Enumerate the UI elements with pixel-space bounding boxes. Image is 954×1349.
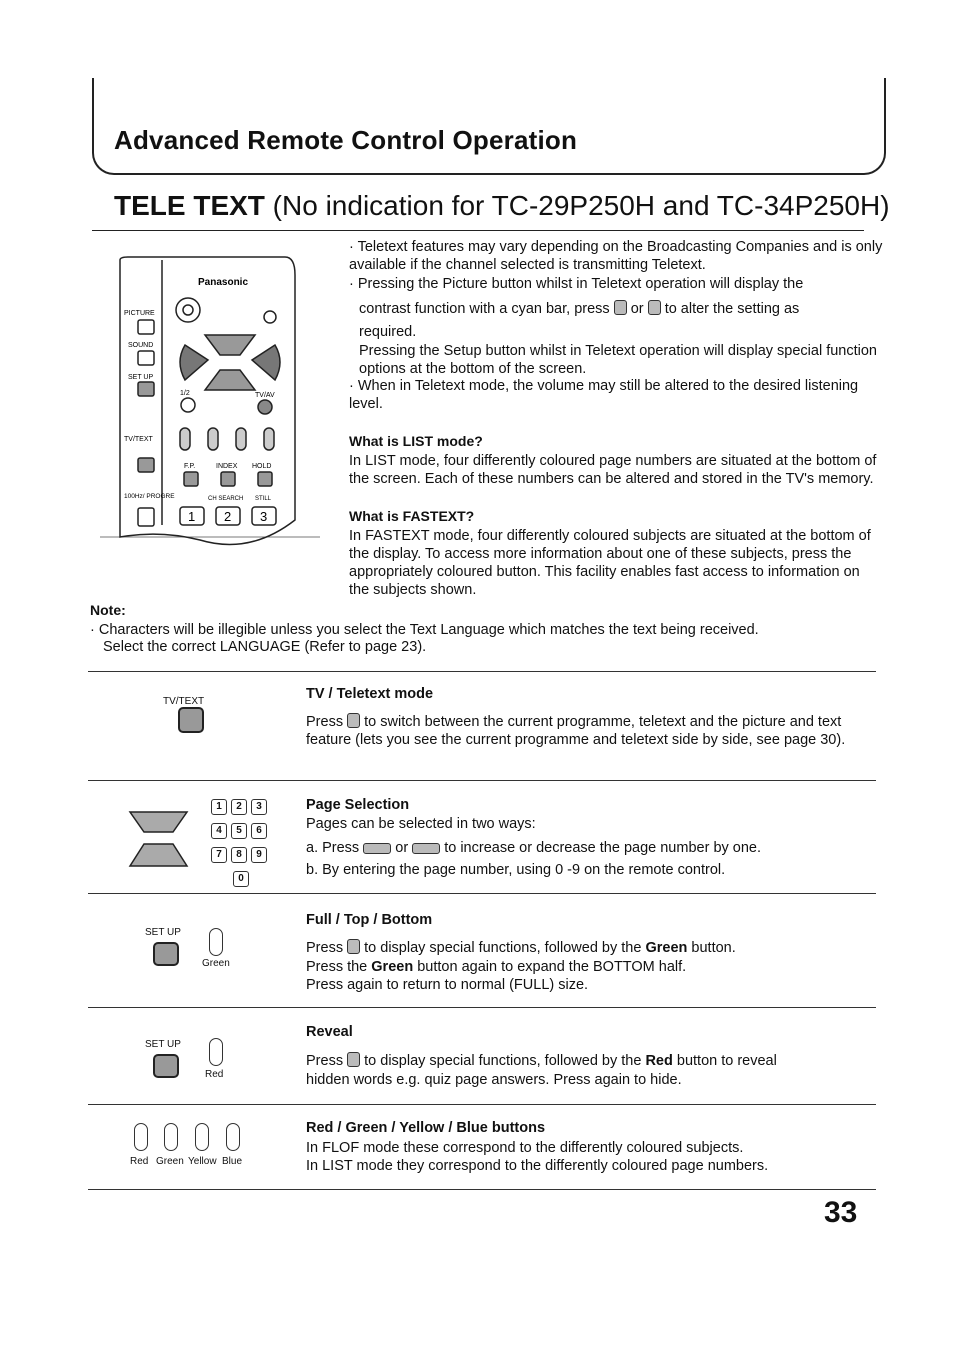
remote-key-3: 3 bbox=[260, 509, 268, 524]
setup-icon-label: SET UP bbox=[145, 927, 181, 938]
green-button-icon bbox=[209, 928, 223, 956]
full-t1a: to display special functions, followed by the bbox=[364, 940, 642, 956]
page-arrow-keys-icon bbox=[125, 808, 195, 870]
colour-buttons-line-1: In FLOF mode these correspond to the differently coloured subjects. bbox=[306, 1140, 744, 1156]
setup-button-icon bbox=[153, 942, 179, 966]
remote-half-label: 1/2 bbox=[180, 390, 190, 397]
number-key: 9 bbox=[251, 847, 267, 863]
number-key: 3 bbox=[251, 799, 267, 815]
remote-tvtext-label: TV/TEXT bbox=[124, 436, 153, 443]
divider bbox=[88, 1104, 876, 1105]
full-t2c: button again to expand the BOTTOM half. bbox=[417, 959, 687, 975]
page-l2or: or bbox=[395, 840, 409, 856]
page-title-rest: (No indication for TC-29P250H and TC-34P250H) bbox=[264, 190, 890, 221]
note-text-1: · Characters will be illegible unless you select the Text Language which matches the text being received. bbox=[90, 622, 759, 638]
intro-bullet-3: Pressing the Setup button whilst in Teletext operation will display special function options at the bottom of the screen. bbox=[359, 343, 877, 377]
section-title: Advanced Remote Control Operation bbox=[114, 125, 578, 155]
number-keypad bbox=[211, 796, 281, 887]
remote-picture-label: PICTURE bbox=[124, 310, 155, 317]
remote-brand: Panasonic bbox=[198, 277, 249, 288]
setup-icon-label: SET UP bbox=[145, 1039, 181, 1050]
title-rule bbox=[92, 230, 864, 231]
list-mode-heading: What is LIST mode? bbox=[349, 433, 483, 449]
intro-b2c: to alter the setting as bbox=[664, 301, 800, 317]
number-key: 8 bbox=[231, 847, 247, 863]
red-button-icon bbox=[209, 1038, 223, 1066]
remote-fp-label: F.P. bbox=[184, 463, 196, 470]
page-l2b: to increase or decrease the page number by one. bbox=[444, 840, 762, 856]
list-mode-text: In LIST mode, four differently coloured page numbers are situated at the bottom of the screen. Each of these numbers can be altered and stored in the TV's memory. bbox=[349, 453, 877, 487]
remote-chsearch-label: CH SEARCH bbox=[208, 496, 244, 502]
tvtext-button-icon bbox=[178, 707, 204, 733]
remote-hold-label: HOLD bbox=[252, 463, 272, 470]
remote-setup-label: SET UP bbox=[128, 374, 154, 381]
intro-bullet-1: · Teletext features may vary depending on the Broadcasting Companies and is only available if the channel selected is transmitting Teletext. bbox=[349, 239, 883, 273]
up-arrow-icon bbox=[614, 300, 627, 315]
remote-key-2: 2 bbox=[224, 509, 232, 524]
number-key: 4 bbox=[211, 823, 227, 839]
red-label: Red bbox=[205, 1069, 224, 1080]
remote-sound-label: SOUND bbox=[128, 342, 154, 349]
tv-teletext-text bbox=[306, 713, 876, 749]
remote-100hz-label: 100Hz/ PROGRE bbox=[124, 493, 175, 500]
fastext-text: In FASTEXT mode, four differently coloured subjects are situated at the bottom of the display. To access more information about one of these subjects, press the appropriately coloured button. This facility enables fast access to information on the subjects shown. bbox=[349, 528, 871, 598]
reveal-t1c: button to reveal bbox=[676, 1053, 777, 1069]
number-key: 2 bbox=[231, 799, 247, 815]
intro-bullet-2a: · Pressing the Picture button whilst in Teletext operation will display the bbox=[349, 276, 804, 292]
remote-key-1: 1 bbox=[188, 509, 196, 524]
green-button-icon bbox=[164, 1123, 178, 1151]
up-arrow-icon bbox=[412, 843, 440, 854]
yellow-button-icon bbox=[195, 1123, 209, 1151]
divider bbox=[88, 780, 876, 781]
blue-button-icon bbox=[226, 1123, 240, 1151]
intro-b2or: or bbox=[630, 301, 644, 317]
red-button-icon bbox=[134, 1123, 148, 1151]
tvtext-icon-label: TV/TEXT bbox=[163, 696, 205, 707]
fastext-heading: What is FASTEXT? bbox=[349, 508, 475, 524]
divider bbox=[88, 1007, 876, 1008]
reveal-line-1 bbox=[306, 1052, 876, 1070]
green-label: Green bbox=[156, 1156, 184, 1167]
divider bbox=[88, 1189, 876, 1190]
green-label: Green bbox=[202, 958, 230, 969]
intro-b2b: contrast function with a cyan bar, press bbox=[359, 301, 610, 317]
page-l2a: a. Press bbox=[306, 840, 360, 856]
page-selection-line-3: b. By entering the page number, using 0 -9 on the remote control. bbox=[306, 862, 726, 878]
remote-index-label: INDEX bbox=[216, 463, 238, 470]
intro-bullet-4: · When in Teletext mode, the volume may still be altered to the desired listening level. bbox=[349, 378, 859, 412]
red-label: Red bbox=[130, 1156, 149, 1167]
remote-control-illustration bbox=[100, 255, 325, 555]
tv-press: Press bbox=[306, 714, 344, 730]
page-selection-heading: Page Selection bbox=[306, 797, 410, 813]
number-key: 7 bbox=[211, 847, 227, 863]
intro-b2d: required. bbox=[359, 324, 417, 340]
page-selection-line-1: Pages can be selected in two ways: bbox=[306, 816, 536, 832]
page-title-bold: TELE TEXT bbox=[114, 190, 265, 221]
tv-teletext-heading: TV / Teletext mode bbox=[306, 686, 434, 702]
full-t2b: Green bbox=[371, 959, 414, 975]
tvtext-key-icon bbox=[347, 713, 360, 728]
divider bbox=[88, 893, 876, 894]
number-key: 0 bbox=[233, 871, 249, 887]
down-arrow-icon bbox=[363, 843, 391, 854]
divider bbox=[88, 671, 876, 672]
setup-key-icon bbox=[347, 1052, 360, 1067]
full-line-3: Press again to return to normal (FULL) size. bbox=[306, 977, 589, 993]
full-top-bottom-heading: Full / Top / Bottom bbox=[306, 912, 433, 928]
page-title bbox=[114, 190, 890, 222]
down-arrow-icon bbox=[648, 300, 661, 315]
full-press: Press bbox=[306, 940, 344, 956]
full-line-1 bbox=[306, 939, 876, 957]
full-line-2 bbox=[306, 958, 876, 976]
remote-still-label: STILL bbox=[255, 496, 272, 502]
setup-button-icon bbox=[153, 1054, 179, 1078]
number-key: 1 bbox=[211, 799, 227, 815]
blue-label: Blue bbox=[222, 1156, 243, 1167]
number-key: 6 bbox=[251, 823, 267, 839]
note-text-2: Select the correct LANGUAGE (Refer to page 23). bbox=[103, 639, 427, 655]
yellow-label: Yellow bbox=[188, 1156, 217, 1167]
reveal-line-2: hidden words e.g. quiz page answers. Press again to hide. bbox=[306, 1072, 682, 1088]
full-t2a: Press the bbox=[306, 959, 368, 975]
tv-text: to switch between the current programme, teletext and the picture and text feature (lets you see the current programme and teletext side by side, see page 30). bbox=[306, 714, 846, 748]
note-label: Note: bbox=[90, 602, 126, 618]
colour-buttons-line-2: In LIST mode they correspond to the differently coloured page numbers. bbox=[306, 1158, 769, 1174]
reveal-t1a: to display special functions, followed by the bbox=[364, 1053, 642, 1069]
intro-bullet-2b-line bbox=[359, 300, 894, 318]
remote-tvav-label: TV/AV bbox=[255, 392, 275, 399]
colour-buttons-heading: Red / Green / Yellow / Blue buttons bbox=[306, 1120, 546, 1136]
full-t1c: button. bbox=[691, 940, 736, 956]
reveal-heading: Reveal bbox=[306, 1024, 353, 1040]
reveal-press: Press bbox=[306, 1053, 344, 1069]
full-t1b: Green bbox=[645, 940, 688, 956]
page-number: 33 bbox=[824, 1196, 858, 1229]
number-key: 5 bbox=[231, 823, 247, 839]
reveal-t1b: Red bbox=[645, 1053, 673, 1069]
page-selection-line-2 bbox=[306, 839, 876, 857]
setup-key-icon bbox=[347, 939, 360, 954]
